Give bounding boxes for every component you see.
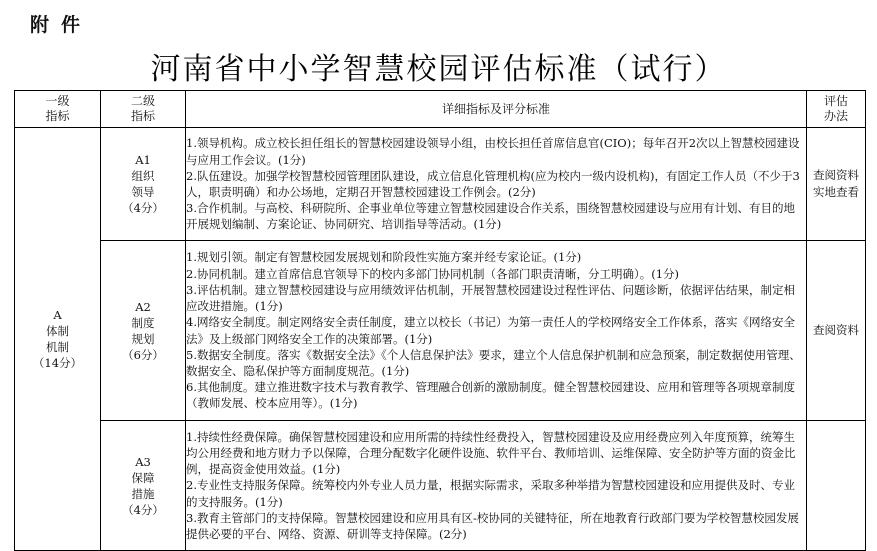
level1-name-line1: 体制 [46, 324, 69, 338]
level2-code: A3 [135, 454, 151, 469]
table-row [15, 421, 866, 551]
detail-item: 1.规划引领。制定有智慧校园发展规划和阶段性实施方案并经专家论证。(1分) [186, 250, 582, 265]
detail-item: 4.网络安全制度。制定网络安全责任制度，建立以校长（书记）为第一责任人的学校网络安全工作体系，落实《网络安全法》及上级部门网络安全工作的决策部署。(1分) [186, 315, 795, 346]
level2-cell-a3 [101, 421, 186, 551]
table-header-row [15, 91, 866, 128]
table-row [15, 241, 866, 421]
level2-cell-a2 [101, 241, 186, 421]
detail-cell-a3 [186, 421, 807, 551]
method-cell-a3 [807, 421, 866, 551]
level2-name-line2: 措施 [131, 486, 155, 501]
header-level1-line2: 指标 [45, 109, 70, 123]
level2-name-line1: 组织 [131, 169, 155, 183]
attachment-label: 附件 [30, 14, 93, 36]
level2-cell-a1 [101, 128, 186, 241]
detail-item: 3.教育主管部门的支持保障。智慧校园建设和应用具有区-校协同的关键特征，所在地教育行政部门要为学校智慧校园发展提供必要的平台、网络、资源、研训等支持保障。(2分) [186, 510, 799, 541]
level2-score: （4分） [122, 201, 164, 215]
header-level1-line1: 一级 [45, 94, 70, 108]
level2-name-line2: 领导 [131, 185, 155, 199]
detail-item: 1.领导机构。成立校长担任组长的智慧校园建设领导小组，由校长担任首席信息官(CIO)；每年召开2次以上智慧校园建设与应用工作会议。(1分) [186, 136, 800, 167]
header-method [807, 91, 866, 128]
header-level2-line1: 二级 [130, 94, 155, 108]
detail-item: 3.合作机制。与高校、科研院所、企事业单位等建立智慧校园建设合作关系，围绕智慧校园建设与应用有计划、有目的地开展规划编制、方案论证、协同研究、培训指导等活动。(1分) [186, 201, 795, 232]
level2-code: A2 [135, 299, 151, 314]
method-cell-a1 [807, 128, 866, 241]
level1-code: A [53, 308, 62, 322]
header-level1 [15, 91, 101, 128]
detail-item: 3.评估机制。建立智慧校园建设与应用绩效评估机制，开展智慧校园建设过程性评估、问题诊断，依据评估结果，制定相应改进措施。(1分) [186, 282, 795, 314]
level1-score: （14分） [32, 356, 83, 370]
detail-item: 2.协同机制。建立首席信息官领导下的校内多部门协同机制（各部门职责清晰，分工明确）。(1分) [186, 266, 680, 281]
header-level2-line2: 指标 [130, 109, 155, 123]
method-line1: 查阅资料 [813, 323, 859, 337]
level1-cell [15, 128, 101, 551]
level2-score: （4分） [122, 502, 164, 517]
detail-item: 2.专业性支持服务保障。统筹校内外专业人员力量，根据实际需求，采取多种举措为智慧校园建设和应用提供及时、专业的支持服务。(1分) [186, 478, 795, 509]
header-level2 [101, 91, 186, 128]
detail-item: 6.其他制度。建立推进数字技术与教育教学、管理融合创新的激励制度。健全智慧校园建设、应用和管理等各项规章制度（教师发展、校本应用等）。(1分) [186, 380, 795, 411]
document-title: 河南省中小学智慧校园评估标准（试行） [150, 52, 727, 87]
level2-name-line1: 制度 [131, 315, 155, 330]
header-detail: 详细指标及评分标准 [186, 91, 807, 128]
header-method-line1: 评估 [823, 94, 848, 108]
level1-name-line2: 机制 [46, 340, 69, 354]
method-cell-a2 [807, 241, 866, 421]
level2-name-line1: 保障 [131, 470, 155, 485]
detail-item: 2.队伍建设。加强学校智慧校园管理团队建设，成立信息化管理机构(应为校内一级内设机构)，有固定工作人员（不少于3人，职责明确）和办公场地，定期召开智慧校园建设工作例会。(2分) [186, 168, 800, 199]
method-line2: 实地查看 [813, 185, 859, 199]
evaluation-table [14, 90, 866, 551]
header-method-line2: 办法 [823, 109, 848, 123]
detail-item: 5.数据安全制度。落实《数据安全法》《个人信息保护法》要求，建立个人信息保护机制和应急预案，制定数据使用管理、数据安全、隐私保护等方面制度规范。(1分) [186, 347, 801, 378]
table-row [15, 128, 866, 241]
detail-cell-a2 [186, 241, 807, 421]
level2-code: A1 [135, 153, 151, 167]
detail-cell-a1 [186, 128, 807, 241]
detail-item: 1.持续性经费保障。确保智慧校园建设和应用所需的持续性经费投入，智慧校园建设及应用经费应列入年度预算，统筹生均公用经费和地方财力予以保障，合理分配数字化硬件设施、软件平台、教师培训、运维保障、安全防护等方面的资金比例，提高资金使用效益。(1分) [186, 429, 796, 477]
level2-name-line2: 规划 [131, 331, 155, 346]
method-line1: 查阅资料 [813, 168, 859, 182]
level2-score: （6分） [122, 347, 164, 362]
